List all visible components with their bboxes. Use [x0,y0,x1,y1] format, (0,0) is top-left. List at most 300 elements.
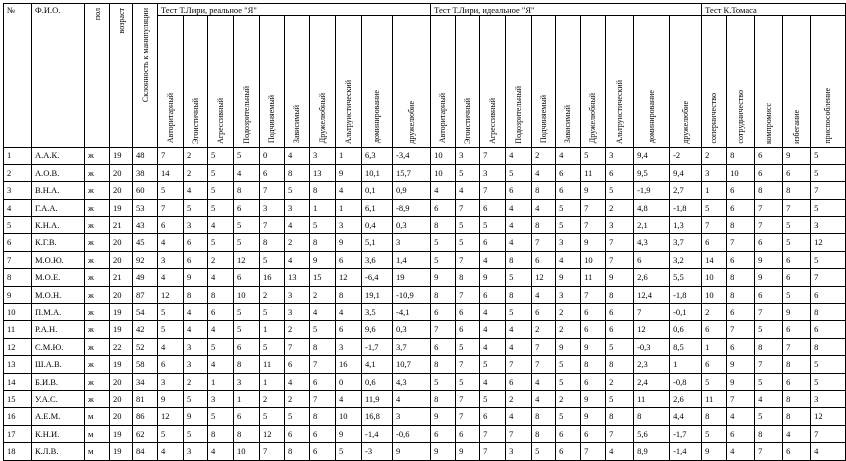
cell-thomas: 4 [811,443,846,460]
cell-age: 20 [110,390,133,407]
cell-leary-ideal: 2 [532,147,556,164]
cell-leary-ideal: 2,7 [670,182,702,199]
cell-leary-real: 5 [208,199,234,216]
cell-leary-ideal: 6 [581,304,606,321]
cell-age: 19 [110,304,133,321]
cell-thomas: 1 [702,338,727,355]
cell-leary-real: 0,1 [362,182,393,199]
sheet [3,3,846,461]
cell-leary-ideal: 9 [556,269,581,286]
cell-age: 21 [110,217,133,234]
cell-thomas: 7 [727,321,755,338]
cell-leary-ideal: 9,5 [634,164,670,181]
header-ideal-friendliness: дружелюбие [670,15,702,147]
cell-thomas: 11 [702,390,727,407]
cell-thomas: 3 [811,390,846,407]
cell-leary-real: 0,3 [393,217,431,234]
cell-manipulation: 53 [133,199,158,216]
cell-thomas: 8 [755,182,783,199]
cell-leary-ideal: 7 [456,356,480,373]
cell-leary-ideal: 9 [606,269,634,286]
cell-leary-ideal: 5 [556,408,581,425]
cell-leary-ideal: 6 [581,425,606,442]
cell-leary-ideal: 5 [506,304,532,321]
cell-leary-ideal: 2,1 [634,217,670,234]
cell-thomas: 9 [755,251,783,268]
cell-leary-real: 2 [184,147,208,164]
cell-leary-ideal: 3 [606,217,634,234]
table-row [4,286,846,303]
cell-leary-ideal: 8 [532,425,556,442]
cell-leary-real: 7 [260,217,285,234]
cell-leary-real: 3 [184,338,208,355]
cell-thomas: 2 [702,147,727,164]
cell-thomas: 7 [755,304,783,321]
cell-leary-ideal: 7 [532,234,556,251]
cell-fio: Б.И.В. [32,373,85,390]
cell-thomas: 4 [727,443,755,460]
cell-leary-real: 2 [310,286,336,303]
cell-leary-real: 4 [158,234,184,251]
cell-leary-ideal: 6 [556,164,581,181]
cell-leary-ideal: 4 [506,199,532,216]
cell-leary-real: 4,3 [393,373,431,390]
header-thomas-collaboration: сотрудничество [727,15,755,147]
cell-leary-real: 3,7 [393,338,431,355]
cell-leary-real: -0,6 [393,425,431,442]
cell-thomas: 7 [727,390,755,407]
cell-leary-real: 3 [336,338,362,355]
cell-leary-ideal: 7 [480,147,506,164]
cell-leary-real: 8 [234,356,260,373]
cell-leary-ideal: 7 [581,199,606,216]
cell-leary-real: 8 [310,234,336,251]
cell-leary-ideal: 5 [606,182,634,199]
cell-leary-real: 4 [336,182,362,199]
cell-thomas: 4 [727,408,755,425]
cell-leary-real: 8 [208,286,234,303]
cell-leary-ideal: 6 [606,164,634,181]
cell-fio: А.Е.М. [32,408,85,425]
cell-leary-real: 5 [285,408,310,425]
cell-leary-ideal: 2 [506,390,532,407]
cell-leary-real: 5 [158,182,184,199]
cell-leary-real: 9 [393,443,431,460]
cell-leary-ideal: 6 [480,199,506,216]
cell-leary-real: 5 [208,408,234,425]
cell-sex: ж [85,286,110,303]
cell-fio: Ш.А.В. [32,356,85,373]
cell-leary-ideal: 5 [456,373,480,390]
cell-leary-ideal: 4 [506,321,532,338]
cell-num: 7 [4,251,32,268]
cell-leary-ideal: 8,5 [670,338,702,355]
cell-leary-ideal: 8 [532,182,556,199]
cell-leary-real: 3 [285,199,310,216]
cell-leary-real: 11 [260,356,285,373]
cell-leary-ideal: 7 [581,286,606,303]
cell-leary-real: 2 [285,321,310,338]
cell-leary-real: 4 [184,304,208,321]
cell-leary-ideal: 7 [506,425,532,442]
cell-leary-real: 4 [336,304,362,321]
cell-num: 14 [4,373,32,390]
cell-leary-real: 6 [158,356,184,373]
cell-leary-ideal: -1,9 [634,182,670,199]
cell-leary-real: 5 [260,304,285,321]
cell-leary-real: 4 [208,443,234,460]
header-age: возраст [110,4,133,148]
cell-leary-real: 6 [285,356,310,373]
cell-leary-ideal: 5 [532,443,556,460]
cell-fio: Р.А.Н. [32,321,85,338]
cell-leary-real: 0,3 [393,321,431,338]
cell-leary-ideal: 5 [431,234,456,251]
cell-thomas: 6 [755,147,783,164]
header-fio: Ф.И.О. [32,4,85,148]
cell-leary-ideal: 4 [506,408,532,425]
cell-thomas: 7 [783,338,811,355]
cell-leary-real: 12 [336,269,362,286]
cell-thomas: 7 [755,199,783,216]
cell-leary-ideal: 9 [556,338,581,355]
cell-thomas: 1 [702,182,727,199]
cell-leary-real: 1 [208,373,234,390]
cell-manipulation: 45 [133,234,158,251]
cell-leary-real: 15,7 [393,164,431,181]
cell-leary-ideal: 10 [581,251,606,268]
cell-leary-ideal: 4 [480,338,506,355]
cell-thomas: 5 [755,373,783,390]
cell-leary-real: 3 [336,217,362,234]
cell-age: 19 [110,321,133,338]
cell-age: 22 [110,338,133,355]
cell-leary-real: 0 [336,373,362,390]
cell-leary-real: 5,1 [362,234,393,251]
cell-leary-ideal: 9 [581,408,606,425]
cell-leary-ideal: 9 [456,443,480,460]
cell-leary-real: 4 [208,217,234,234]
cell-thomas: 7 [783,199,811,216]
cell-leary-real: 2 [208,251,234,268]
cell-leary-real: 6 [336,321,362,338]
cell-leary-real: 12 [158,286,184,303]
cell-leary-real: 5 [184,390,208,407]
cell-age: 19 [110,425,133,442]
cell-leary-ideal: 3 [556,234,581,251]
cell-leary-ideal: 4 [532,286,556,303]
cell-leary-ideal: 9,4 [670,164,702,181]
cell-leary-ideal: 5 [506,269,532,286]
cell-sex: ж [85,269,110,286]
cell-leary-ideal: -1,4 [670,443,702,460]
cell-fio: К.Г.В. [32,234,85,251]
cell-leary-real: 9 [184,408,208,425]
cell-leary-real: 12 [234,251,260,268]
cell-thomas: 5 [811,251,846,268]
cell-num: 5 [4,217,32,234]
cell-fio: Г.А.А. [32,199,85,216]
cell-fio: М.О.Е. [32,269,85,286]
cell-leary-ideal: -1,8 [670,286,702,303]
cell-num: 4 [4,199,32,216]
cell-leary-ideal: 2 [556,390,581,407]
cell-leary-ideal: 3 [606,147,634,164]
cell-leary-ideal: 8 [532,217,556,234]
cell-leary-real: 3 [158,373,184,390]
cell-sex: ж [85,390,110,407]
cell-leary-ideal: 12 [634,321,670,338]
header-manipulation: Склонность к манипуляции [133,4,158,148]
cell-leary-ideal: 4 [556,251,581,268]
cell-age: 20 [110,373,133,390]
cell-thomas: 10 [702,269,727,286]
cell-leary-real: 4 [208,356,234,373]
cell-leary-ideal: 2,3 [634,356,670,373]
cell-leary-real: 8 [336,286,362,303]
cell-leary-real: 5 [234,321,260,338]
cell-leary-real: 10 [336,408,362,425]
cell-leary-real: 4 [336,390,362,407]
cell-thomas: 10 [727,164,755,181]
cell-leary-real: 6 [285,425,310,442]
cell-leary-ideal: 7 [581,217,606,234]
header-real-dominance: доминирование [362,15,393,147]
cell-thomas: 7 [755,443,783,460]
cell-leary-real: 3 [158,251,184,268]
cell-thomas: 6 [727,199,755,216]
cell-leary-real: 2 [184,164,208,181]
cell-num: 13 [4,356,32,373]
cell-leary-real: 3 [184,356,208,373]
cell-leary-real: 10,7 [393,356,431,373]
cell-leary-ideal: 8,9 [634,443,670,460]
cell-manipulation: 86 [133,408,158,425]
cell-leary-ideal: 7 [506,356,532,373]
cell-fio: А.О.В. [32,164,85,181]
cell-manipulation: 43 [133,217,158,234]
cell-thomas: 3 [702,164,727,181]
cell-leary-real: 8 [184,286,208,303]
cell-thomas: 8 [783,182,811,199]
cell-num: 11 [4,321,32,338]
cell-age: 19 [110,356,133,373]
cell-leary-real: 5 [208,234,234,251]
cell-leary-real: 1 [310,199,336,216]
cell-leary-real: 4 [184,321,208,338]
cell-leary-real: 8 [310,408,336,425]
cell-leary-real: 5 [158,425,184,442]
cell-leary-ideal: 7 [480,182,506,199]
cell-thomas: 5 [783,234,811,251]
cell-leary-real: 7 [310,390,336,407]
cell-manipulation: 87 [133,286,158,303]
cell-leary-ideal: 10 [431,164,456,181]
cell-leary-ideal: 5 [456,217,480,234]
cell-leary-real: 8 [208,425,234,442]
cell-sex: ж [85,199,110,216]
cell-leary-real: 5 [208,147,234,164]
cell-leary-ideal: 8 [581,356,606,373]
cell-leary-ideal: 6 [480,234,506,251]
cell-leary-real: 2 [184,373,208,390]
cell-leary-ideal: 4 [480,373,506,390]
cell-sex: ж [85,147,110,164]
cell-thomas: 7 [811,269,846,286]
cell-leary-real: 14 [158,164,184,181]
cell-thomas: 6 [783,321,811,338]
header-ideal-altruistic: Альтруистический [606,15,634,147]
cell-leary-ideal: 9 [581,338,606,355]
cell-leary-ideal: 5 [606,338,634,355]
table-row [4,321,846,338]
cell-manipulation: 42 [133,321,158,338]
cell-thomas: 9 [727,356,755,373]
cell-thomas: 6 [783,373,811,390]
cell-manipulation: 54 [133,304,158,321]
cell-sex: ж [85,251,110,268]
cell-leary-ideal: 7 [480,443,506,460]
cell-leary-ideal: 2 [532,321,556,338]
cell-thomas: 6 [783,269,811,286]
cell-leary-ideal: 9 [431,408,456,425]
cell-leary-ideal: 9,4 [634,147,670,164]
cell-leary-ideal: 8 [456,269,480,286]
cell-leary-real: 4 [208,321,234,338]
cell-num: 3 [4,182,32,199]
cell-leary-ideal: -0,8 [670,373,702,390]
cell-leary-real: 10,1 [362,164,393,181]
cell-leary-real: 5 [234,304,260,321]
cell-thomas: 8 [783,408,811,425]
cell-thomas: 12 [811,234,846,251]
cell-leary-real: 3 [208,390,234,407]
header-ideal-aggressive: Агрессивный [480,15,506,147]
cell-leary-ideal: 6 [431,425,456,442]
cell-leary-real: 3 [393,234,431,251]
header-real-friendliness: дружелюбие [393,15,431,147]
cell-sex: ж [85,338,110,355]
cell-age: 20 [110,182,133,199]
cell-manipulation: 48 [133,147,158,164]
cell-leary-real: 16,8 [362,408,393,425]
cell-leary-real: 5 [234,234,260,251]
cell-thomas: 5 [811,147,846,164]
table-row [4,373,846,390]
cell-leary-real: 1 [260,373,285,390]
cell-leary-ideal: 4 [480,321,506,338]
cell-leary-ideal: 5 [456,164,480,181]
cell-fio: М.О.Н. [32,286,85,303]
cell-leary-real: 13 [285,269,310,286]
cell-leary-ideal: 7 [456,408,480,425]
cell-leary-ideal: 5 [431,373,456,390]
cell-age: 20 [110,234,133,251]
cell-leary-real: 4 [208,269,234,286]
cell-leary-ideal: 2 [556,321,581,338]
cell-leary-real: 5 [208,338,234,355]
cell-leary-ideal: 11 [581,164,606,181]
cell-leary-real: 9 [184,269,208,286]
cell-leary-real: -6,4 [362,269,393,286]
cell-leary-ideal: 9 [431,269,456,286]
cell-leary-real: 1 [260,321,285,338]
cell-leary-ideal: -1,7 [670,425,702,442]
cell-leary-ideal: 2,4 [634,373,670,390]
cell-thomas: 6 [727,425,755,442]
cell-leary-ideal: 6 [606,304,634,321]
cell-leary-ideal: 2,6 [634,269,670,286]
cell-leary-ideal: 4 [506,338,532,355]
cell-leary-real: 7 [310,356,336,373]
cell-leary-real: 4 [285,217,310,234]
header-ideal-suspicious: Подозрительный [506,15,532,147]
cell-thomas: 5 [811,373,846,390]
cell-leary-ideal: 11 [581,269,606,286]
cell-leary-ideal: 7 [456,251,480,268]
cell-thomas: 12 [811,408,846,425]
cell-leary-ideal: 7 [606,234,634,251]
cell-leary-ideal: 5 [556,373,581,390]
cell-leary-ideal: 6 [556,443,581,460]
cell-leary-ideal: 6 [581,373,606,390]
cell-thomas: 8 [727,217,755,234]
cell-leary-ideal: 7 [606,425,634,442]
cell-leary-ideal: 5 [606,390,634,407]
cell-leary-ideal: 3 [456,147,480,164]
cell-sex: ж [85,356,110,373]
cell-leary-real: 3,6 [362,251,393,268]
cell-leary-ideal: 8 [606,408,634,425]
cell-leary-ideal: 9 [581,390,606,407]
cell-leary-real: 6 [310,443,336,460]
cell-thomas: 7 [702,217,727,234]
cell-leary-ideal: 7 [581,443,606,460]
cell-leary-real: 16 [336,356,362,373]
cell-leary-real: 5 [158,304,184,321]
cell-leary-ideal: 4 [431,182,456,199]
cell-leary-real: 5 [234,147,260,164]
header-ideal-friendly: Дружелюбный [581,15,606,147]
cell-leary-ideal: 0,6 [670,321,702,338]
cell-thomas: 5 [755,408,783,425]
table-row [4,199,846,216]
cell-thomas: 8 [727,286,755,303]
cell-leary-real: -8,9 [393,199,431,216]
cell-age: 19 [110,443,133,460]
cell-leary-real: 9 [336,164,362,181]
cell-leary-ideal: 6 [581,321,606,338]
cell-leary-real: 8 [285,443,310,460]
cell-leary-ideal: 5,5 [670,269,702,286]
cell-leary-ideal: 8 [606,286,634,303]
cell-leary-ideal: 4 [532,199,556,216]
cell-leary-ideal: 8 [431,217,456,234]
cell-leary-ideal: 4 [532,164,556,181]
cell-sex: ж [85,164,110,181]
cell-leary-ideal: 2 [606,199,634,216]
cell-leary-real: 16 [260,269,285,286]
header-ideal-submissive: Подчиняемый [532,15,556,147]
table-row [4,182,846,199]
cell-leary-ideal: 2 [556,304,581,321]
cell-thomas: 8 [727,147,755,164]
cell-thomas: 8 [755,338,783,355]
cell-leary-real: 12 [158,408,184,425]
cell-num: 15 [4,390,32,407]
cell-leary-ideal: 3 [506,443,532,460]
cell-thomas: 8 [755,425,783,442]
